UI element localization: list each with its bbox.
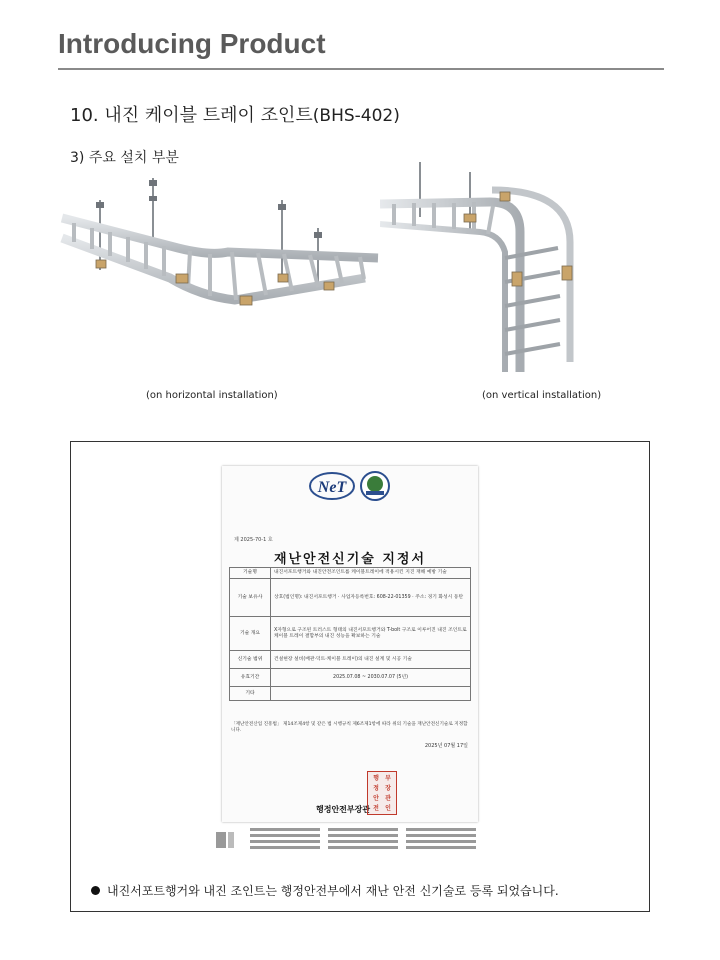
row-label: 기술 개요 — [230, 617, 271, 651]
row-value: 내진서포트행거와 내진안전조인트를 케이블트레이에 적용시킨 지진 재해 예방 기술 — [271, 568, 471, 579]
row-label: 기술명 — [230, 568, 271, 579]
certificate-note: 「재난안전산업 진흥법」 제14조제4항 및 같은 법 시행규칙 제6조제1항에 따라 위의 기술을 재난안전신기술로 지정합니다. — [231, 722, 468, 734]
certificate-issuer: 행정안전부장관 — [316, 805, 371, 814]
row-value: 상호(법인명): 내진서포트행거 · 사업자등록번호: 608-22-01359 · 주소: 경기 화성시 동탄 — [271, 579, 471, 617]
net-logo — [308, 470, 356, 502]
row-value: X자형으로 구조된 트러스트 형태의 내진서포트행거와 T-bolt 구조로 이루어진 내진 조인트로 케이블 트레이 결합부의 내진 성능을 확보하는 기술 — [271, 617, 471, 651]
vertical-caption: (on vertical installation) — [482, 390, 602, 401]
seal-text-column: 행 정 안 전 — [373, 775, 379, 812]
section-heading — [70, 101, 400, 127]
bullet-text: 내진서포트행거와 내진 조인트는 행정안전부에서 재난 안전 신기술로 등록 되었습니다. — [107, 884, 559, 898]
horizontal-installation-image — [60, 178, 390, 323]
title-divider — [58, 68, 664, 70]
bullet-icon — [91, 886, 100, 895]
certificate-date: 2025년 07월 17일 — [424, 743, 468, 749]
table-row — [230, 669, 471, 687]
seal-text-column: 부 장 관 인 — [385, 775, 391, 812]
sub-heading: 3) 주요 설치 부분 — [70, 150, 179, 166]
row-value: 2025.07.08 ~ 2030.07.07 (5년) — [271, 669, 471, 687]
svg-text:NeT: NeT — [317, 479, 347, 496]
bullet-statement — [91, 882, 559, 899]
table-row — [230, 651, 471, 669]
table-row — [230, 687, 471, 701]
certificate-table — [229, 567, 471, 701]
vertical-installation-image — [380, 162, 600, 372]
section-heading-text: 10. 내진 케이블 트레이 조인트 — [70, 105, 313, 126]
row-label: 신기술 범위 — [230, 651, 271, 669]
certificate-frame — [70, 441, 650, 912]
certificate-document — [222, 466, 478, 822]
row-label: 기술 보유사 — [230, 579, 271, 617]
product-code: (BHS-402) — [312, 106, 400, 126]
certificate-number: 제 2025-70-1 호 — [234, 537, 273, 543]
table-row — [230, 568, 471, 579]
page-title: Introducing Product — [58, 28, 326, 59]
row-label: 유효기간 — [230, 669, 271, 687]
certificate-title: 재난안전신기술 지정서 — [273, 552, 427, 567]
row-value — [271, 687, 471, 701]
horizontal-caption: (on horizontal installation) — [146, 390, 278, 401]
row-value: 건설현장 설비(배관·덕트·케이블 트레이)의 내진 설계 및 시공 기술 — [271, 651, 471, 669]
table-row — [230, 617, 471, 651]
certification-mark-icon — [359, 470, 391, 502]
table-row — [230, 579, 471, 617]
official-seal — [367, 771, 397, 815]
row-label: 기타 — [230, 687, 271, 701]
verification-strip — [216, 826, 478, 854]
